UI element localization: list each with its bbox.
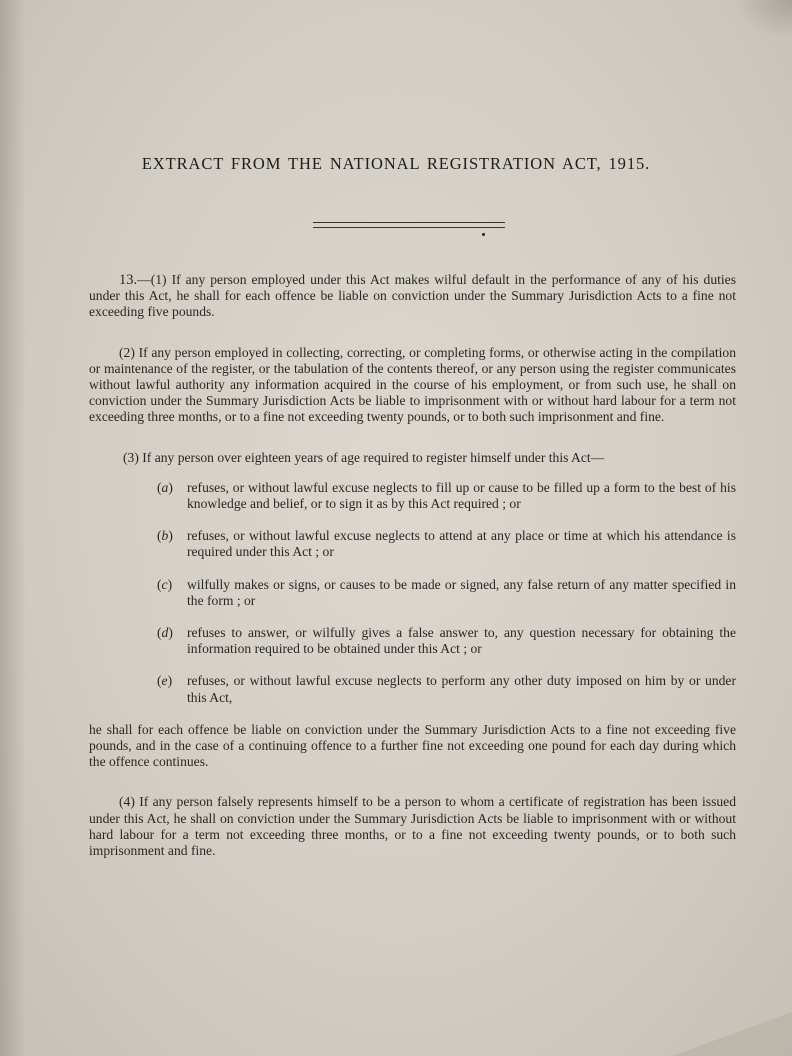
clause-label: (c) [157,576,173,592]
clause-item [157,528,736,560]
section-13-paragraph-3-intro: (3) If any person over eighteen years of age required to register himself under this Act— [123,449,605,465]
section-number: 13. [119,272,138,288]
section-13-paragraph-2: (2) If any person employed in collecting, correcting, or completing forms, or otherwise acting in the compilation or maintenance of the register, or the tabulation of the contents thereof, or any person using the register communicates without lawful authority any information acquired in the course of his employment, or from such use, he shall on conviction under the Summary Jurisdiction Acts be liable to imprisonment with or without hard labour for a term not exceeding three months, or to a fine not exceeding twenty pounds, or to both such imprisonment and fine. [89,344,736,425]
clause-label: (a) [157,479,173,495]
ornament-dot [482,233,485,236]
clause-item [157,625,736,657]
title-divider [313,222,505,228]
clause-item [157,673,736,705]
clause-text: refuses, or without lawful excuse neglects to attend at any place or time at which his attendance is required under this Act ; or [187,528,736,560]
clause-item [157,577,736,609]
clause-text: refuses to answer, or wilfully gives a false answer to, any question necessary for obtaining the information required to be obtained under this Act ; or [187,625,736,657]
document-title: EXTRACT FROM THE NATIONAL REGISTRATION ACT, 1915. [141,154,651,173]
section-13-paragraph-1 [89,272,736,321]
clause-text: wilfully makes or signs, or causes to be made or signed, any false return of any matter specified in the form ; or [187,576,736,608]
clause-list [157,480,736,706]
clause-item [157,480,736,512]
clause-label: (b) [157,528,173,544]
section-13-paragraph-4: (4) If any person falsely represents himself to be a person to whom a certificate of registration has been issued under this Act, he shall on conviction under the Summary Jurisdiction Acts be liable to imprisonment with or without hard labour for a term not exceeding three months, or to a fine not exceeding twenty pounds, or to both such imprisonment and fine. [89,794,736,859]
document-body [89,272,736,883]
paper-corner-wear [672,1012,792,1056]
clause-text: refuses, or without lawful excuse neglects to perform any other duty imposed on him by or under this Act, [187,673,736,705]
paragraph-1-text: —(1) If any person employed under this Act makes wilful default in the performance of any of his duties under this Act, he shall for each offence be liable on conviction under the Summary Jurisdiction Acts to a fine not exceeding five pounds. [89,272,736,320]
clause-text: refuses, or without lawful excuse neglects to fill up or cause to be filled up a form to the best of his knowledge and belief, or to sign it as by this Act required ; or [187,479,736,512]
clause-label: (d) [157,625,173,641]
section-13-paragraph-3-closing: he shall for each offence be liable on conviction under the Summary Jurisdiction Acts to a fine not exceeding five pounds, and in the case of a continuing offence to a further fine not exceeding one pound for each day during which the offence continues. [89,721,736,770]
clause-label: (e) [157,673,173,689]
